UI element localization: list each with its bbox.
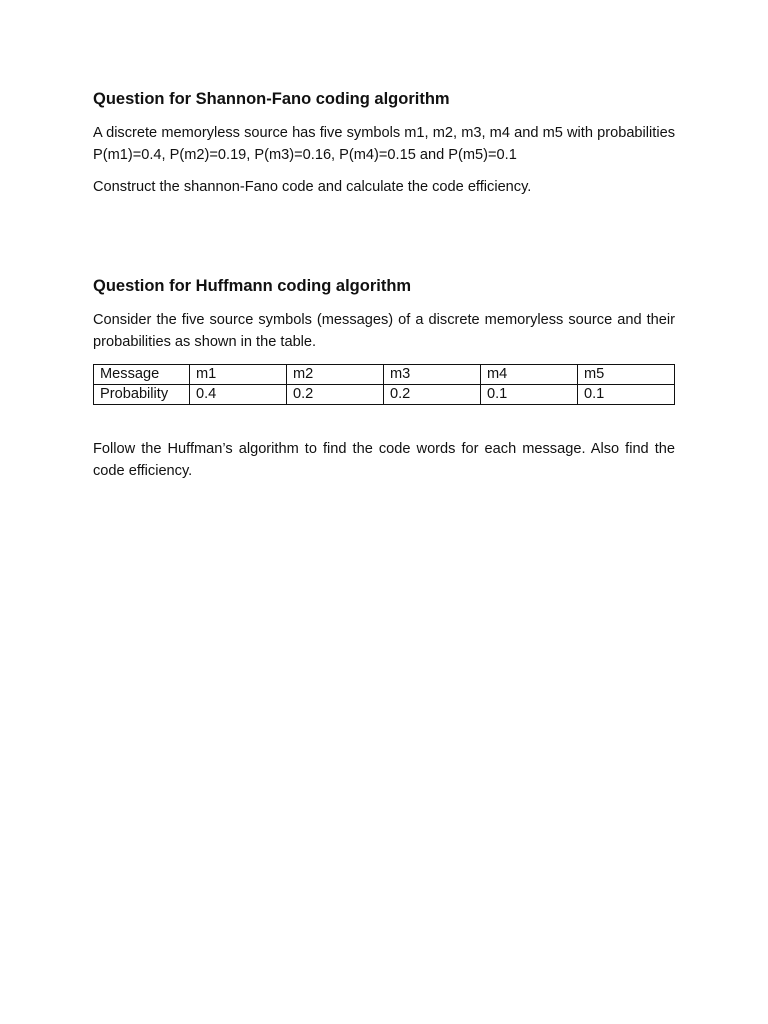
shannon-fano-heading: Question for Shannon-Fano coding algorithm — [93, 90, 450, 108]
table-cell: m3 — [384, 365, 481, 385]
table-cell: m4 — [481, 365, 578, 385]
table-row — [94, 385, 675, 405]
huffmann-heading: Question for Huffmann coding algorithm — [93, 277, 412, 295]
table-cell: 0.1 — [481, 385, 578, 405]
shannon-fano-problem-text: A discrete memoryless source has five symbols m1, m2, m3, m4 and m5 with probabilities P(m1)=0.4, P(m2)=0.19, P(m3)=0.16, P(m4)=0.15 and P(m5)=0.1 — [93, 125, 675, 163]
table-cell: m5 — [578, 365, 675, 385]
probability-table — [93, 364, 675, 405]
table-cell: Probability — [94, 385, 190, 405]
table-cell: 0.2 — [287, 385, 384, 405]
shannon-fano-task-text: Construct the shannon-Fano code and calculate the code efficiency. — [93, 179, 532, 195]
table-cell: Message — [94, 365, 190, 385]
table-row — [94, 365, 675, 385]
table-cell: m1 — [190, 365, 287, 385]
huffmann-task-text: Follow the Huffman’s algorithm to find the code words for each message. Also find the code efficiency. — [93, 441, 675, 479]
table-cell: m2 — [287, 365, 384, 385]
table-cell: 0.1 — [578, 385, 675, 405]
table-cell: 0.2 — [384, 385, 481, 405]
huffmann-problem-text: Consider the five source symbols (messages) of a discrete memoryless source and their probabilities as shown in the table. — [93, 312, 675, 350]
table-cell: 0.4 — [190, 385, 287, 405]
